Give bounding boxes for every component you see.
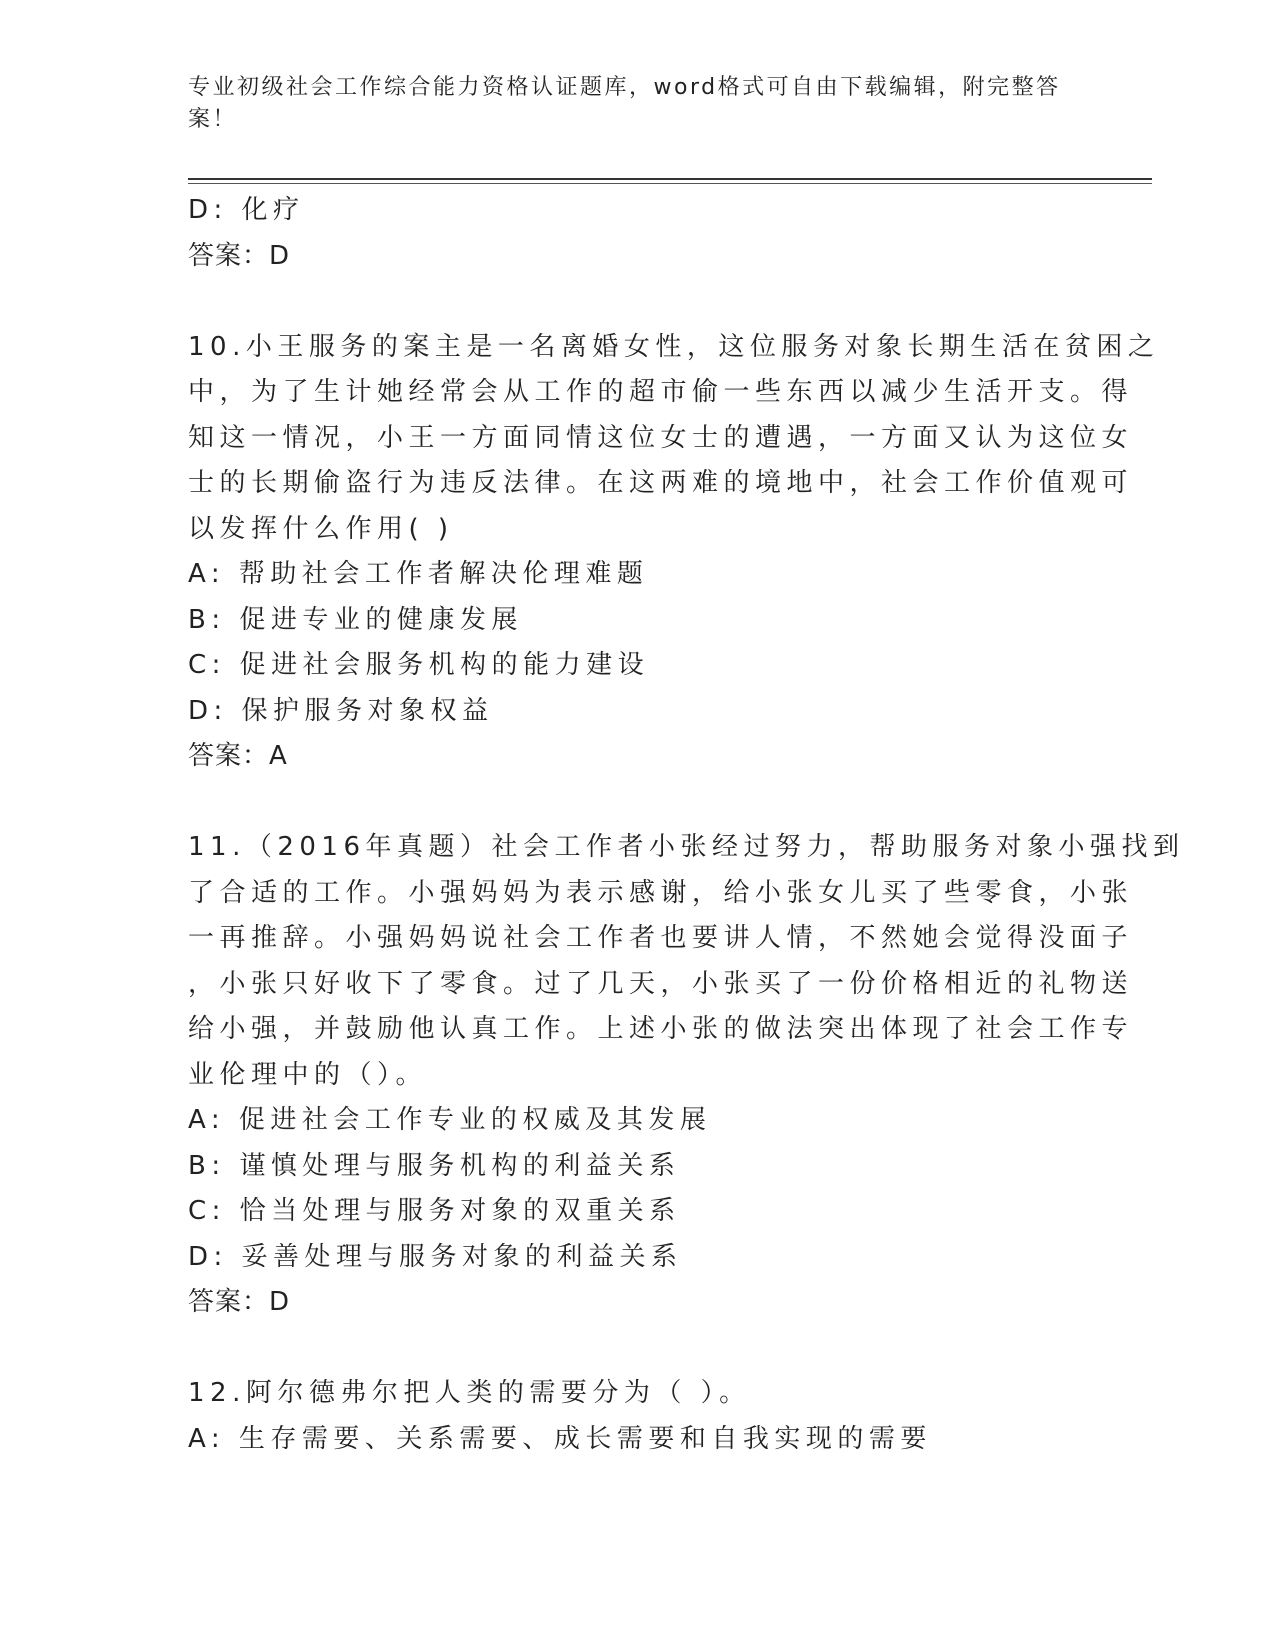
page-header: [188, 72, 1088, 136]
question-11: [188, 825, 1185, 1326]
header-divider: [188, 178, 1152, 180]
q11-option-d: D: 妥善处理与服务对象的利益关系: [188, 1241, 683, 1272]
header-divider-thin: [188, 183, 1152, 184]
question-12: [188, 1371, 1088, 1462]
q9-answer: 答案：D: [188, 240, 291, 271]
q10-stem-line: 知这一情况，小王一方面同情这位女士的遭遇，一方面又认为这位女: [188, 422, 1134, 453]
spacer: [188, 279, 1088, 325]
q10-stem-line: 士的长期偷盗行为违反法律。在这两难的境地中，社会工作价值观可: [188, 468, 1134, 498]
question-10: [188, 325, 1160, 780]
q10-option-a: A: 帮助社会工作者解决伦理难题: [188, 559, 649, 589]
q10-stem-line: 中，为了生计她经常会从工作的超市偷一些东西以减少生活开支。得: [188, 377, 1134, 407]
q11-option-a: A: 促进社会工作专业的权威及其发展: [188, 1105, 712, 1135]
question-content: [188, 188, 1185, 1462]
q10-option-b: B: 促进专业的健康发展: [188, 604, 523, 635]
q9-option-d: D: 化疗: [188, 195, 305, 225]
q10-stem-line: 10.小王服务的案主是一名离婚女性，这位服务对象长期生活在贫困之: [188, 331, 1160, 362]
spacer: [188, 780, 1088, 826]
q11-stem-line: 了合适的工作。小强妈妈为表示感谢，给小张女儿买了些零食，小张: [188, 877, 1134, 908]
q11-option-c: C: 恰当处理与服务对象的双重关系: [188, 1196, 681, 1226]
q11-stem-line: 一再推辞。小强妈妈说社会工作者也要讲人情，不然她会觉得没面子: [188, 923, 1134, 953]
q10-option-c: C: 促进社会服务机构的能力建设: [188, 650, 650, 680]
q10-stem-line: 以发挥什么作用( ): [188, 513, 454, 544]
q12-option-a: A: 生存需要、关系需要、成长需要和自我实现的需要: [188, 1423, 932, 1454]
q12-stem-line: 12.阿尔德弗尔把人类的需要分为（ ）。: [188, 1378, 751, 1408]
q11-stem-line: 11.（2016年真题）社会工作者小张经过努力，帮助服务对象小强找到: [188, 832, 1185, 862]
header-line-1: 专业初级社会工作综合能力资格认证题库，word格式可自由下载编辑，附完整答: [188, 75, 1061, 100]
q11-stem-line: 给小强，并鼓励他认真工作。上述小张的做法突出体现了社会工作专: [188, 1014, 1134, 1044]
header-line-2: 案！: [188, 107, 238, 132]
q11-answer: 答案：D: [188, 1287, 291, 1317]
q11-option-b: B: 谨慎处理与服务机构的利益关系: [188, 1150, 681, 1181]
q11-stem-line: ，小张只好收下了零食。过了几天，小张买了一份价格相近的礼物送: [188, 968, 1134, 999]
q11-stem-line: 业伦理中的（）。: [188, 1059, 428, 1090]
q10-answer: 答案：A: [188, 741, 288, 771]
q10-option-d: D: 保护服务对象权益: [188, 695, 494, 726]
spacer: [188, 1326, 1088, 1372]
